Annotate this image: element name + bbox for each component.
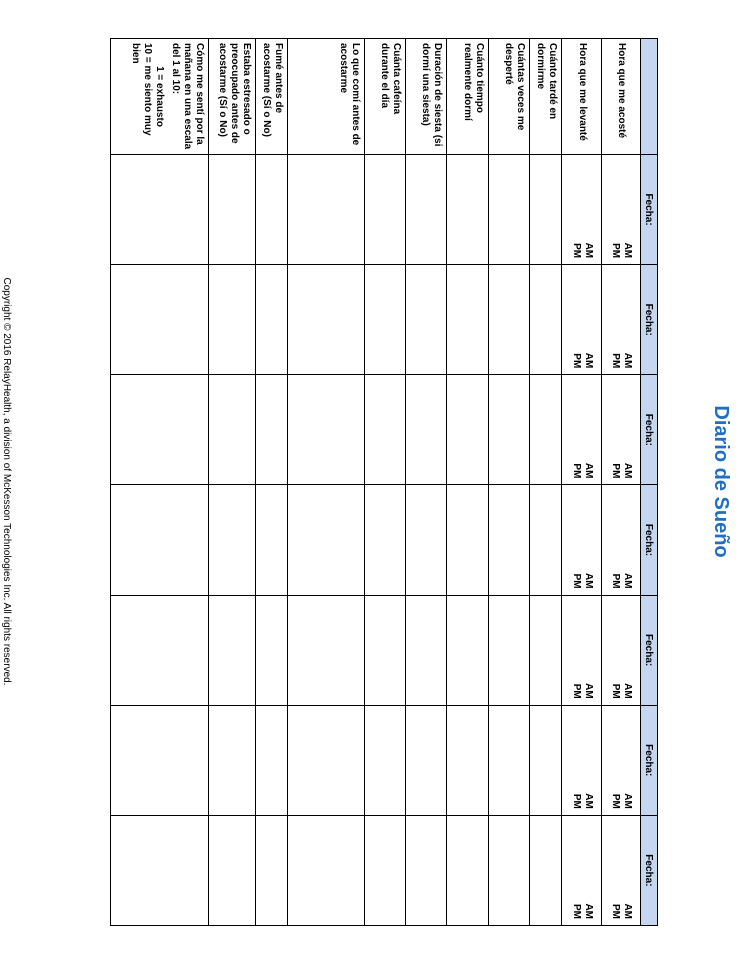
entry-cell[interactable] [255, 265, 287, 375]
row-label [111, 39, 209, 155]
entry-cell[interactable] [488, 595, 529, 705]
entry-cell[interactable] [288, 155, 365, 265]
date-header: Fecha: [641, 705, 658, 815]
row-label: Hora que me acosté [601, 39, 640, 155]
time-cell[interactable] [601, 375, 640, 485]
entry-cell[interactable] [255, 815, 287, 925]
row-nap [406, 39, 447, 926]
entry-cell[interactable] [288, 815, 365, 925]
scale-low: 1 = exhausto [154, 66, 166, 127]
entry-cell[interactable] [447, 265, 488, 375]
entry-cell[interactable] [447, 375, 488, 485]
entry-cell[interactable] [364, 155, 405, 265]
entry-cell[interactable] [406, 375, 447, 485]
row-label: Lo que comí antes de acostarme [288, 39, 365, 155]
entry-cell[interactable] [255, 485, 287, 595]
entry-cell[interactable] [255, 375, 287, 485]
time-cell[interactable] [562, 375, 601, 485]
row-label: Estaba estresado o preocupado antes de acostarme (Sí o No) [209, 39, 256, 155]
pm-label: PM [570, 463, 582, 479]
entry-cell[interactable] [406, 815, 447, 925]
header-corner [641, 39, 658, 155]
time-cell[interactable] [562, 595, 601, 705]
row-label: Cuántas veces me desperté [488, 39, 529, 155]
row-label: Fumé antes de acostarme (Sí o No) [255, 39, 287, 155]
am-label: AM [582, 242, 594, 259]
time-cell[interactable] [562, 155, 601, 265]
am-label: AM [582, 352, 594, 369]
time-cell[interactable] [562, 815, 601, 925]
entry-cell[interactable] [530, 815, 562, 925]
row-label: Cuánto tiempo realmente dormí [447, 39, 488, 155]
row-label: Duración de siesta (si dormí una siesta) [406, 39, 447, 155]
entry-cell[interactable] [447, 485, 488, 595]
pm-label: PM [570, 243, 582, 259]
date-header: Fecha: [641, 485, 658, 595]
time-cell[interactable] [601, 155, 640, 265]
entry-cell[interactable] [488, 375, 529, 485]
entry-cell[interactable] [288, 485, 365, 595]
entry-cell[interactable] [209, 265, 256, 375]
pm-label: PM [570, 793, 582, 809]
entry-cell[interactable] [209, 485, 256, 595]
pm-label: PM [570, 573, 582, 589]
page-title: Diario de Sueño [710, 405, 732, 558]
date-header: Fecha: [641, 595, 658, 705]
entry-cell[interactable] [111, 485, 209, 595]
entry-cell[interactable] [111, 265, 209, 375]
date-header: Fecha: [641, 815, 658, 925]
pm-label: PM [609, 243, 621, 259]
pm-label: PM [609, 904, 621, 919]
entry-cell[interactable] [288, 705, 365, 815]
pm-label: PM [609, 683, 621, 699]
entry-cell[interactable] [406, 485, 447, 595]
row-label: Cuánta cafeína durante el día [364, 39, 405, 155]
entry-cell[interactable] [255, 155, 287, 265]
entry-cell[interactable] [488, 705, 529, 815]
entry-cell[interactable] [447, 705, 488, 815]
entry-cell[interactable] [364, 265, 405, 375]
sleep-diary-table [110, 38, 658, 926]
entry-cell[interactable] [209, 815, 256, 925]
am-label: AM [621, 793, 633, 809]
am-label: AM [621, 683, 633, 699]
entry-cell[interactable] [406, 155, 447, 265]
entry-cell[interactable] [488, 485, 529, 595]
entry-cell[interactable] [255, 705, 287, 815]
entry-cell[interactable] [530, 485, 562, 595]
entry-cell[interactable] [530, 705, 562, 815]
pm-label: PM [570, 353, 582, 369]
entry-cell[interactable] [209, 375, 256, 485]
entry-cell[interactable] [406, 705, 447, 815]
row-slept [447, 39, 488, 926]
row-ate [288, 39, 365, 926]
time-cell[interactable] [562, 485, 601, 595]
time-cell[interactable] [601, 485, 640, 595]
pm-label: PM [570, 683, 582, 699]
am-label: AM [621, 242, 633, 259]
entry-cell[interactable] [111, 705, 209, 815]
entry-cell[interactable] [364, 705, 405, 815]
entry-cell[interactable] [364, 485, 405, 595]
entry-cell[interactable] [488, 155, 529, 265]
pm-label: PM [609, 463, 621, 479]
entry-cell[interactable] [447, 155, 488, 265]
row-fall-asleep [530, 39, 562, 926]
entry-cell[interactable] [530, 595, 562, 705]
row-smoked [255, 39, 287, 926]
entry-cell[interactable] [488, 265, 529, 375]
row-stressed [209, 39, 256, 926]
entry-cell[interactable] [111, 375, 209, 485]
entry-cell[interactable] [530, 155, 562, 265]
entry-cell[interactable] [364, 595, 405, 705]
entry-cell[interactable] [288, 595, 365, 705]
entry-cell[interactable] [488, 815, 529, 925]
am-label: AM [621, 573, 633, 589]
am-label: AM [621, 903, 633, 919]
row-caffeine [364, 39, 405, 926]
entry-cell[interactable] [209, 595, 256, 705]
entry-cell[interactable] [111, 815, 209, 925]
row-wakeups [488, 39, 529, 926]
time-cell[interactable] [601, 705, 640, 815]
date-header: Fecha: [641, 155, 658, 265]
date-header: Fecha: [641, 265, 658, 375]
entry-cell[interactable] [364, 815, 405, 925]
time-cell[interactable] [562, 265, 601, 375]
row-bedtime [601, 39, 640, 926]
entry-cell[interactable] [406, 595, 447, 705]
entry-cell[interactable] [209, 705, 256, 815]
entry-cell[interactable] [447, 595, 488, 705]
am-label: AM [582, 573, 594, 589]
row-label: Hora que me levanté [562, 39, 601, 155]
time-cell[interactable] [562, 705, 601, 815]
scale-high: 10 = me siento muy bien [130, 43, 154, 136]
am-label: AM [621, 462, 633, 479]
copyright-notice: Copyright © 2016 RelayHealth, a division of McKesson Technologies Inc. All rights reserved. [1, 277, 12, 686]
time-cell[interactable] [601, 815, 640, 925]
time-cell[interactable] [601, 595, 640, 705]
pm-label: PM [609, 353, 621, 369]
am-label: AM [582, 683, 594, 699]
entry-cell[interactable] [364, 375, 405, 485]
time-cell[interactable] [601, 265, 640, 375]
pm-label: PM [609, 573, 621, 589]
am-label: AM [582, 793, 594, 809]
entry-cell[interactable] [255, 595, 287, 705]
row-label: Cuánto tardé en dormirme [530, 39, 562, 155]
pm-label: PM [609, 793, 621, 809]
pm-label: PM [570, 904, 582, 919]
entry-cell[interactable] [209, 155, 256, 265]
entry-cell[interactable] [447, 815, 488, 925]
row-waketime [562, 39, 601, 926]
header-row [641, 39, 658, 926]
entry-cell[interactable] [406, 265, 447, 375]
entry-cell[interactable] [288, 265, 365, 375]
entry-cell[interactable] [530, 375, 562, 485]
am-label: AM [582, 903, 594, 919]
date-header: Fecha: [641, 375, 658, 485]
am-label: AM [621, 352, 633, 369]
entry-cell[interactable] [111, 595, 209, 705]
feeling-question: Cómo me sentí por la mañana en una escala del 1 al 10: [170, 43, 206, 150]
entry-cell[interactable] [288, 375, 365, 485]
entry-cell[interactable] [111, 155, 209, 265]
am-label: AM [582, 462, 594, 479]
entry-cell[interactable] [530, 265, 562, 375]
row-feeling [111, 39, 209, 926]
